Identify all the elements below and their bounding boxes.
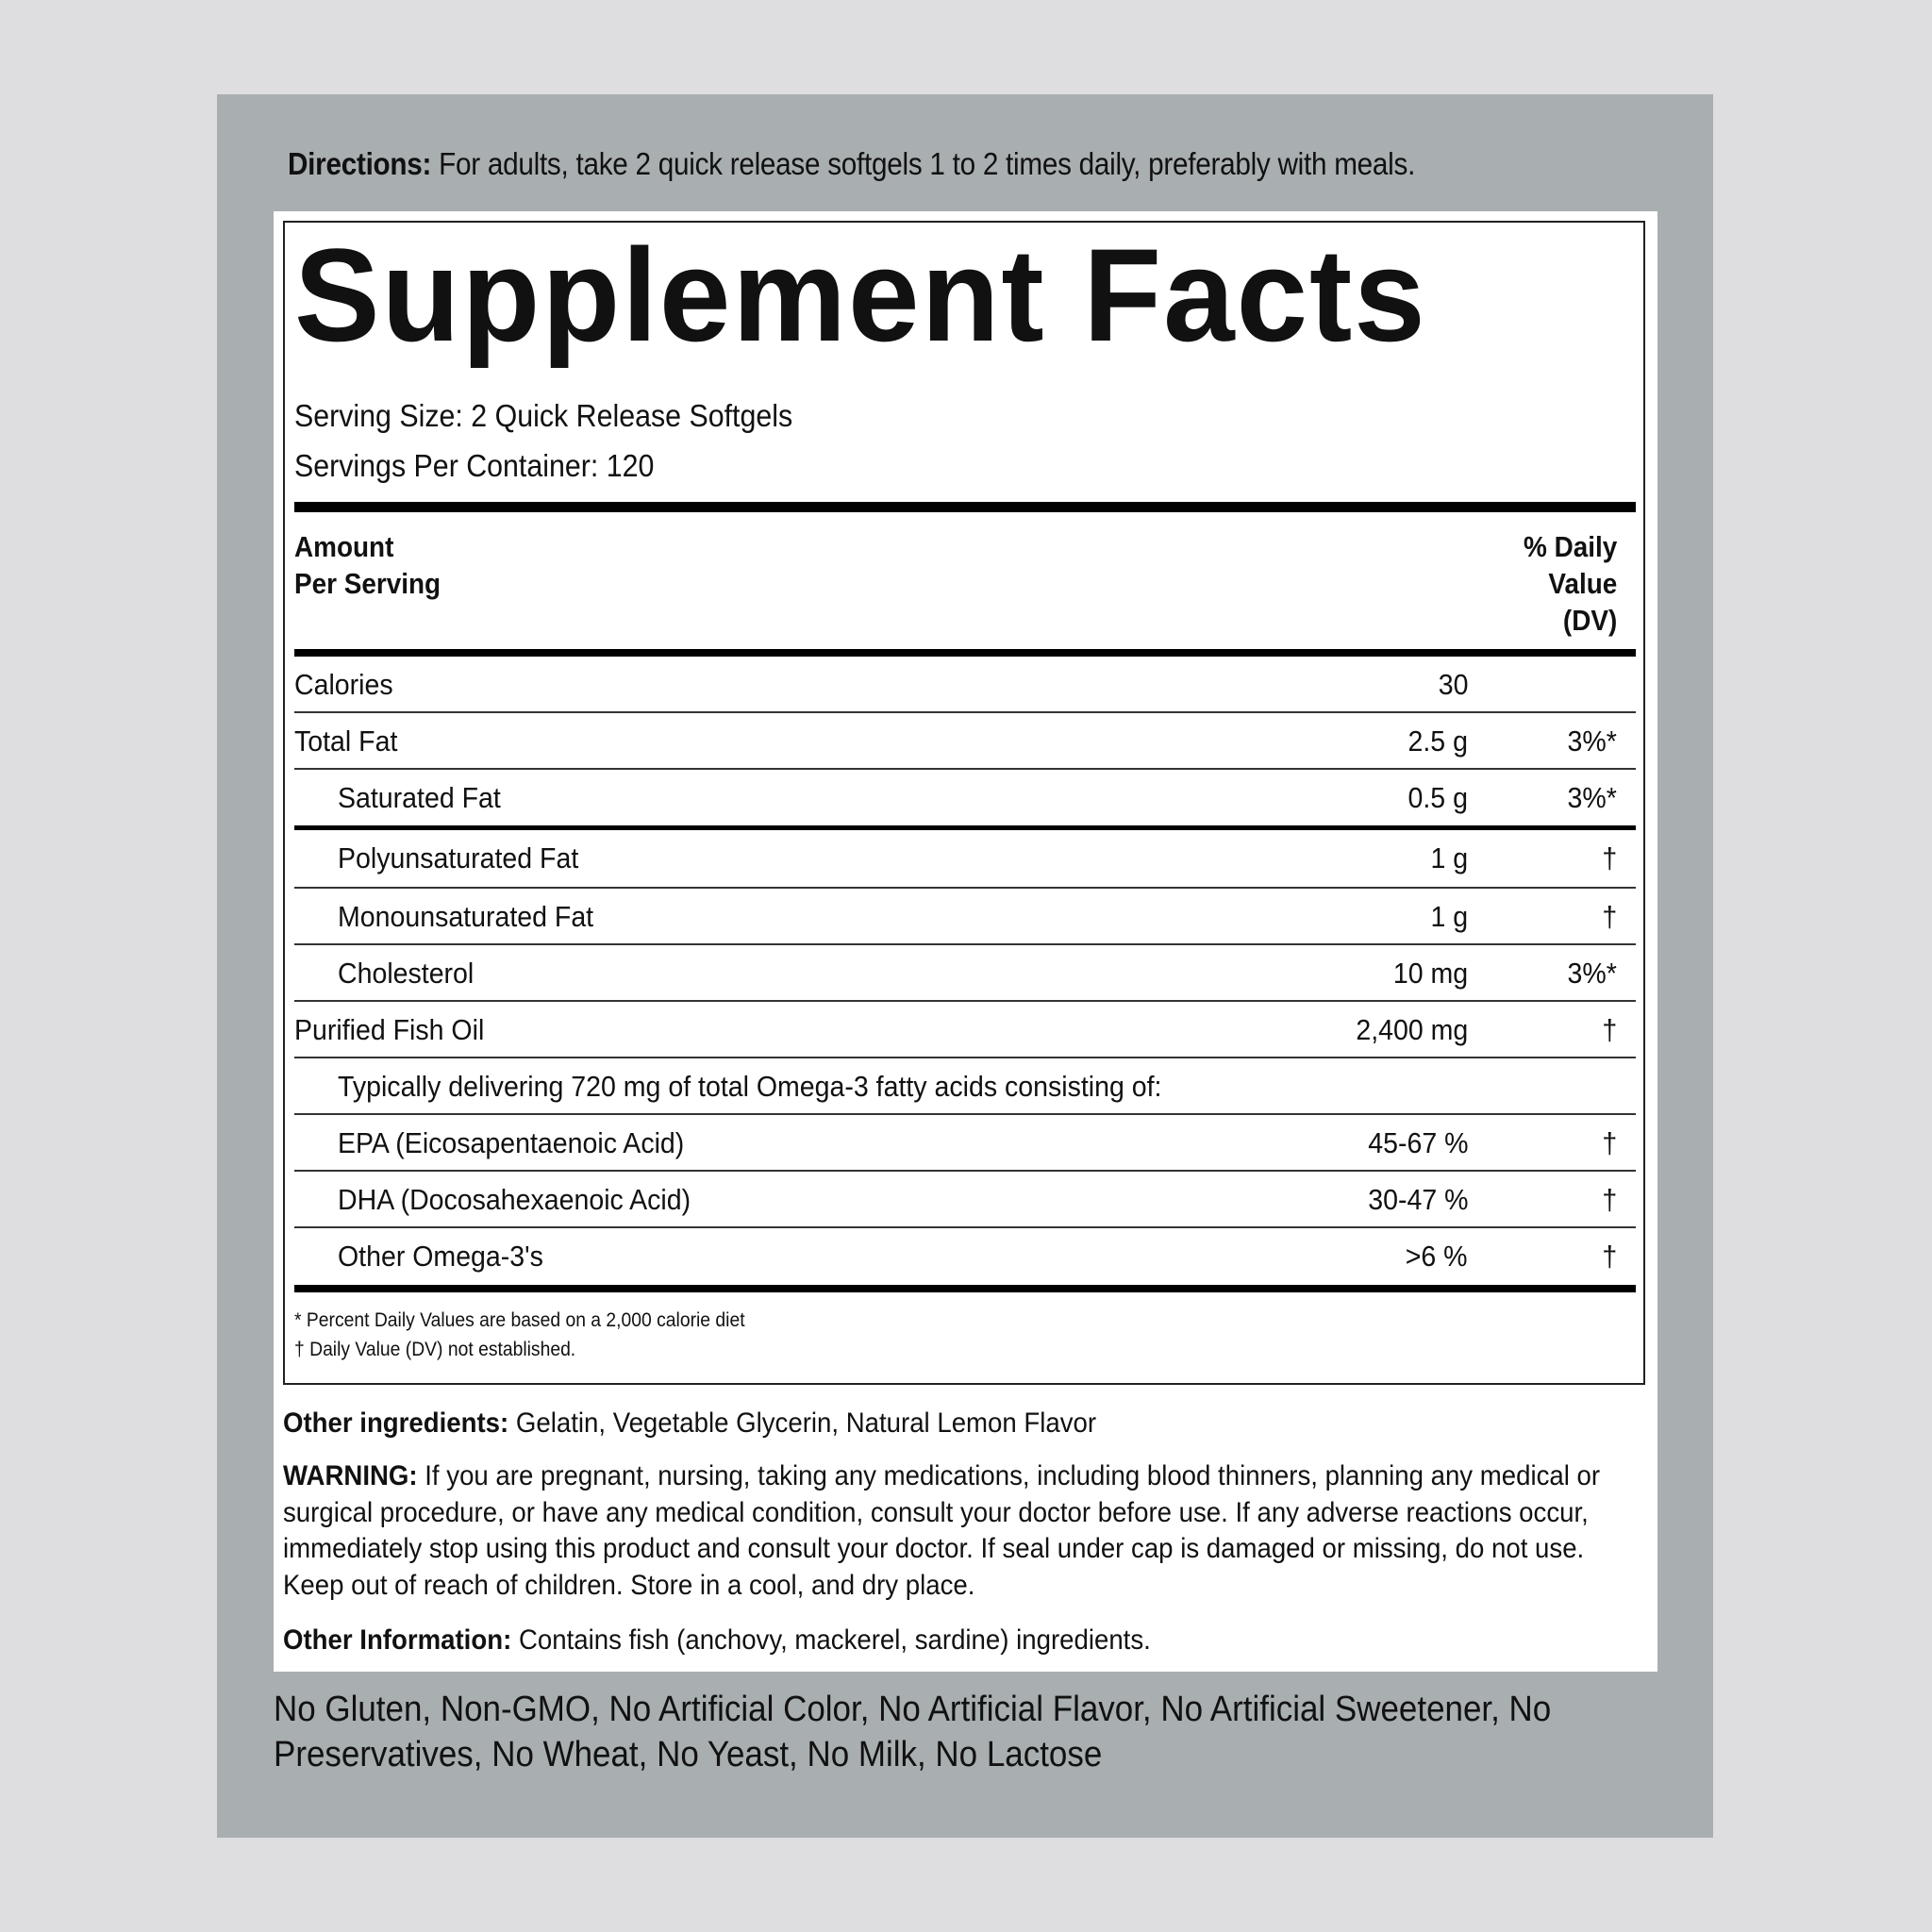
servings-per-container: Servings Per Container: 120 [294, 448, 655, 483]
other-ingredients [283, 1406, 1096, 1441]
row-name: Monounsaturated Fat [338, 900, 594, 933]
row-name: Typically delivering 720 mg of total Omega-3 fatty acids consisting of: [338, 1070, 1162, 1103]
row-name: Cholesterol [338, 957, 475, 990]
row-name: Purified Fish Oil [294, 1013, 485, 1046]
row-amount: 2.5 g [1407, 724, 1468, 758]
row-amount: 0.5 g [1407, 781, 1468, 814]
warning-text: If you are pregnant, nursing, taking any medications, including blood thinners, planning any medical or surgical procedure, or have any medical condition, consult your doctor before use. If any adverse reactions occur, immediately stop using this product and consult your doctor. If seal under cap is damaged or missing, do not use. Keep out of reach of children. Store in a cool, and dry place. [283, 1460, 1601, 1601]
row-name: Calories [294, 668, 393, 701]
header-value: Value [1548, 567, 1617, 600]
footnote-dv-not-established: † Daily Value (DV) not established. [294, 1339, 576, 1360]
row-dv: † [1602, 841, 1617, 874]
amount-per-serving-header [294, 528, 441, 602]
table-row [294, 657, 1636, 713]
warning [283, 1458, 1620, 1604]
header-daily: % Daily [1523, 530, 1617, 563]
header-per-serving: Per Serving [294, 567, 441, 600]
supplement-facts-title: Supplement Facts [294, 221, 1427, 369]
table-row [294, 1172, 1636, 1228]
table-row [294, 1002, 1636, 1058]
table-row [294, 770, 1636, 830]
daily-value-header [1524, 528, 1617, 639]
header-amount: Amount [294, 530, 394, 563]
directions-label: Directions: [288, 146, 432, 181]
table-row [294, 713, 1636, 770]
table-row [294, 1115, 1636, 1172]
divider-thick-top [294, 502, 1636, 512]
row-amount: >6 % [1406, 1240, 1468, 1273]
row-dv: 3%* [1567, 957, 1617, 990]
directions-text: For adults, take 2 quick release softgels 1 to 2 times daily, preferably with meals. [439, 146, 1416, 181]
free-from-claims: No Gluten, Non-GMO, No Artificial Color, No Artificial Flavor, No Artificial Sweetener, No Preservatives, No Wheat, No Yeast, No Milk, No Lactose [274, 1690, 1552, 1774]
row-dv: † [1602, 1240, 1617, 1273]
divider-thick-bottom [294, 1285, 1636, 1292]
other-ingredients-text: Gelatin, Vegetable Glycerin, Natural Lemon Flavor [515, 1407, 1097, 1439]
table-row [294, 1058, 1636, 1115]
directions [288, 146, 1415, 182]
other-information-label: Other Information: [283, 1624, 512, 1656]
row-amount: 30-47 % [1367, 1183, 1468, 1216]
row-amount: 45-67 % [1367, 1126, 1468, 1159]
table-row [294, 830, 1636, 889]
table-row [294, 1228, 1636, 1285]
row-name: DHA (Docosahexaenoic Acid) [338, 1183, 691, 1216]
serving-size: Serving Size: 2 Quick Release Softgels [294, 398, 793, 433]
row-name: Polyunsaturated Fat [338, 841, 579, 874]
other-information [283, 1623, 1151, 1658]
warning-label: WARNING: [283, 1460, 418, 1491]
row-amount: 1 g [1430, 900, 1468, 933]
row-dv: † [1602, 1183, 1617, 1216]
row-amount: 2,400 mg [1356, 1013, 1468, 1046]
row-dv: † [1602, 1126, 1617, 1159]
table-row [294, 889, 1636, 945]
row-name: Total Fat [294, 724, 398, 758]
table-row [294, 945, 1636, 1002]
row-amount: 1 g [1430, 841, 1468, 874]
row-dv: † [1602, 1013, 1617, 1046]
row-name: EPA (Eicosapentaenoic Acid) [338, 1126, 685, 1159]
other-ingredients-label: Other ingredients: [283, 1407, 509, 1439]
divider-thick-header [294, 649, 1636, 657]
row-dv: 3%* [1567, 724, 1617, 758]
row-amount: 30 [1438, 668, 1468, 701]
other-information-text: Contains fish (anchovy, mackerel, sardine) ingredients. [518, 1624, 1151, 1656]
row-dv: 3%* [1567, 781, 1617, 814]
row-name: Other Omega-3's [338, 1240, 543, 1273]
footnote-percent-dv: * Percent Daily Values are based on a 2,000 calorie diet [294, 1309, 745, 1331]
row-name: Saturated Fat [338, 781, 501, 814]
header-dv: (DV) [1562, 604, 1617, 637]
row-dv: † [1602, 900, 1617, 933]
row-amount: 10 mg [1392, 957, 1468, 990]
